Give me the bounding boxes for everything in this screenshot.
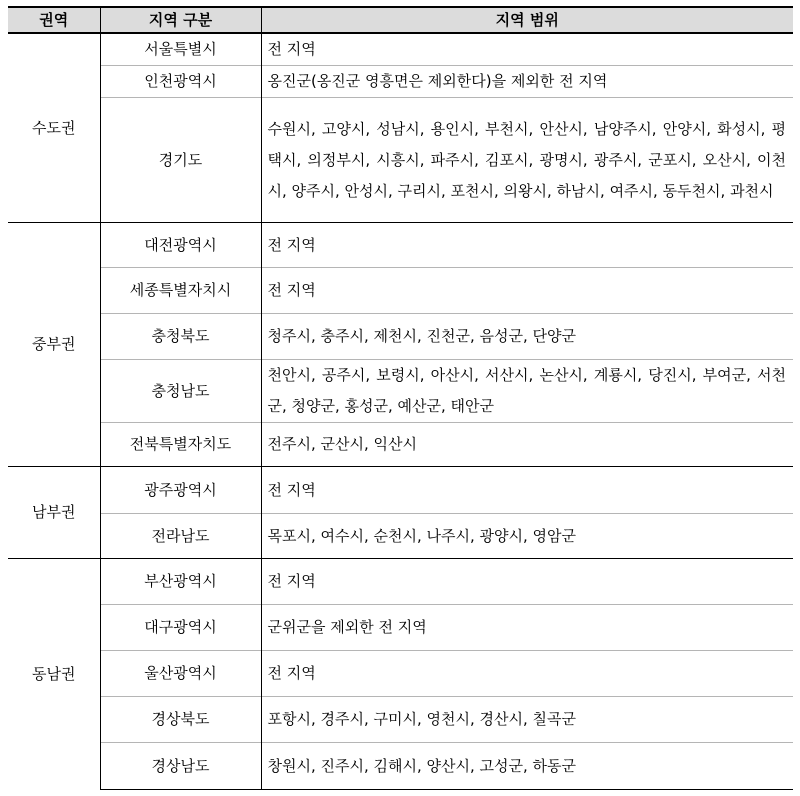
area-cell: 부산광역시 (100, 559, 261, 605)
area-cell: 인천광역시 (100, 66, 261, 98)
scope-cell: 군위군을 제외한 전 지역 (261, 605, 793, 651)
area-cell: 대구광역시 (100, 605, 261, 651)
table-row (8, 467, 793, 514)
area-cell: 세종특별자치시 (100, 268, 261, 314)
zone-cell: 남부권 (8, 467, 100, 559)
scope-cell: 전 지역 (261, 467, 793, 514)
header-row (8, 7, 793, 33)
table-row (8, 423, 793, 467)
scope-cell: 전 지역 (261, 651, 793, 697)
table-row (8, 651, 793, 697)
header-scope: 지역 범위 (261, 7, 793, 33)
table-row (8, 268, 793, 314)
scope-cell: 전주시, 군산시, 익산시 (261, 423, 793, 467)
zone-cell: 중부권 (8, 223, 100, 467)
scope-cell: 목포시, 여수시, 순천시, 나주시, 광양시, 영암군 (261, 514, 793, 559)
scope-cell: 전 지역 (261, 559, 793, 605)
area-cell: 충청북도 (100, 314, 261, 360)
scope-cell: 청주시, 충주시, 제천시, 진천군, 음성군, 단양군 (261, 314, 793, 360)
table-row (8, 314, 793, 360)
area-cell: 울산광역시 (100, 651, 261, 697)
scope-cell: 포항시, 경주시, 구미시, 영천시, 경산시, 칠곡군 (261, 697, 793, 743)
header-zone: 권역 (8, 7, 100, 33)
table-row (8, 697, 793, 743)
table-row (8, 66, 793, 98)
table-row (8, 223, 793, 268)
scope-cell: 전 지역 (261, 268, 793, 314)
scope-cell: 천안시, 공주시, 보령시, 아산시, 서산시, 논산시, 계룡시, 당진시, 부여군, 서천군, 청양군, 홍성군, 예산군, 태안군 (261, 360, 793, 423)
area-cell: 전북특별자치도 (100, 423, 261, 467)
header-area: 지역 구분 (100, 7, 261, 33)
area-cell: 충청남도 (100, 360, 261, 423)
table-row (8, 360, 793, 423)
table-row (8, 33, 793, 66)
table-row (8, 514, 793, 559)
area-cell: 서울특별시 (100, 33, 261, 66)
scope-cell: 수원시, 고양시, 성남시, 용인시, 부천시, 안산시, 남양주시, 안양시, 화성시, 평택시, 의정부시, 시흥시, 파주시, 김포시, 광명시, 광주시, 군포시, 오산시, 이천시, 양주시, 안성시, 구리시, 포천시, 의왕시, 하남시, 여주시, 동두천시, 과천시 (261, 98, 793, 223)
zone-cell: 동남권 (8, 559, 100, 790)
area-cell: 대전광역시 (100, 223, 261, 268)
scope-cell: 전 지역 (261, 223, 793, 268)
scope-cell: 창원시, 진주시, 김해시, 양산시, 고성군, 하동군 (261, 743, 793, 790)
table-row (8, 559, 793, 605)
area-cell: 경상북도 (100, 697, 261, 743)
table-row (8, 605, 793, 651)
scope-cell: 옹진군(옹진군 영흥면은 제외한다)을 제외한 전 지역 (261, 66, 793, 98)
table-body (8, 33, 793, 790)
area-cell: 경기도 (100, 98, 261, 223)
scope-cell: 전 지역 (261, 33, 793, 66)
table-row (8, 743, 793, 790)
area-cell: 전라남도 (100, 514, 261, 559)
region-table (8, 6, 793, 790)
area-cell: 광주광역시 (100, 467, 261, 514)
table-row (8, 98, 793, 223)
zone-cell: 수도권 (8, 33, 100, 223)
area-cell: 경상남도 (100, 743, 261, 790)
